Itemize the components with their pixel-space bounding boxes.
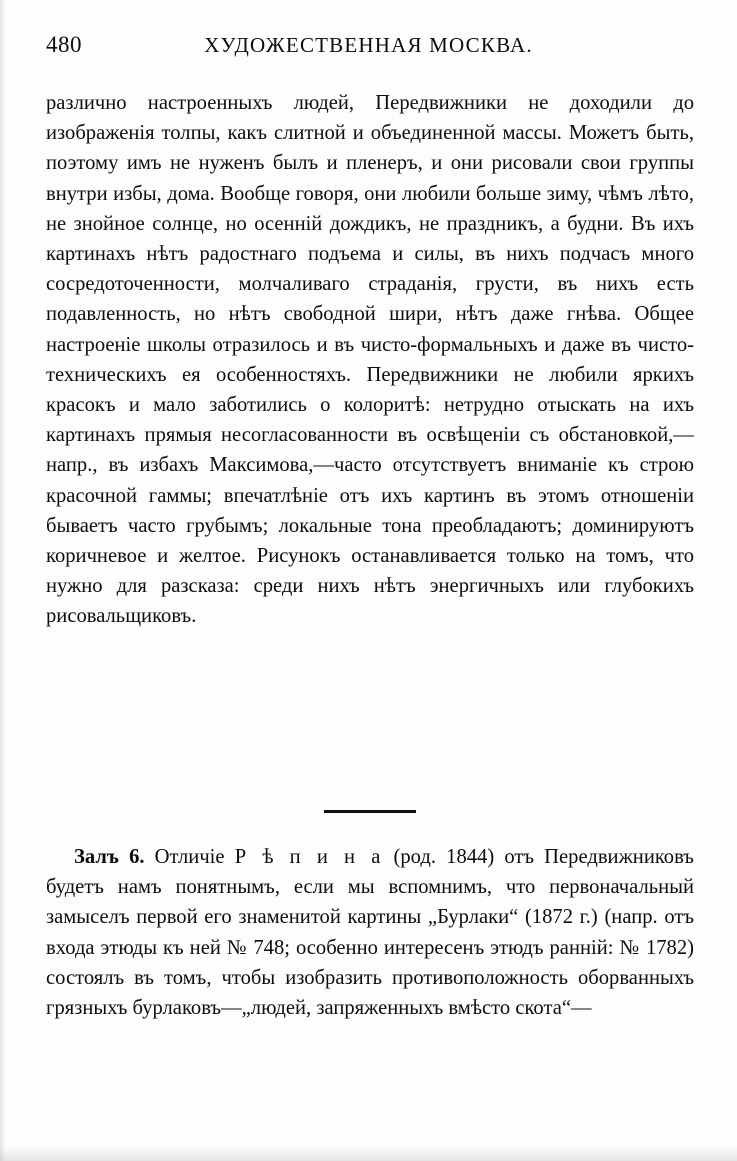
hall-rest: (род. 1844) отъ Передвижниковъ будетъ намъ понятнымъ, если мы вспомнимъ, что первоначальный замыселъ первой его знаменитой картины „Бурлаки“ (1872 г.) (напр. отъ входа этюды къ ней № 748; особенно интересенъ этюдъ ранній: № 1782) состоялъ въ томъ, чтобы изобразить противоположность оборванныхъ грязныхъ бурлаковъ—„людей, запряженныхъ вмѣсто скота“— (46, 846, 694, 1020)
hall-label: Залъ 6. (74, 846, 145, 868)
page-header (46, 32, 691, 62)
divider-rule (324, 810, 416, 813)
page-number: 480 (46, 32, 82, 57)
section-divider (46, 800, 694, 818)
running-title: ХУДОЖЕСТВЕННАЯ МОСКВА. (204, 33, 533, 57)
page-left-edge-shadow (0, 0, 6, 1161)
body-paragraph-hall (46, 842, 694, 1023)
paragraph-hall-text (46, 842, 694, 1023)
hall-lead: Отличіе (154, 846, 225, 868)
page-bottom-shadow (0, 1147, 737, 1161)
artist-name-spaced: Р ѣ п и н а (234, 846, 384, 868)
paragraph-text: различно настроенныхъ людей, Передвижники не доходили до изображенія толпы, какъ слитной и объединенной массы. Можетъ быть, поэтому имъ не нуженъ былъ и пленеръ, и они рисовали свои группы внутри избы, дома. Вообще говоря, они любили больше зиму, чѣмъ лѣто, не знойное солнце, но осенній дождикъ, не праздникъ, а будни. Въ ихъ картинахъ нѣтъ радостнаго подъема и силы, въ нихъ подчасъ много сосредоточенности, молчаливаго страданія, грусти, въ нихъ есть подавленность, но нѣтъ свободной шири, нѣтъ даже гнѣва. Общее настроеніе школы отразилось и въ чисто-формальныхъ и даже въ чисто-техническихъ ея особенностяхъ. Передвижники не любили яркихъ красокъ и мало заботились о колоритѣ: нетрудно отыскать на ихъ картинахъ прямыя несогласованности въ освѣщеніи съ обстановкой,—напр., въ избахъ Максимова,—часто отсутствуетъ вниманіе къ строю красочной гаммы; впечатлѣніе отъ ихъ картинъ въ этомъ отношеніи бываетъ часто грубымъ; локальные тона преобладаютъ; доминируютъ коричневое и желтое. Рисунокъ останавливается только на томъ, что нужно для разсказа: среди нихъ нѣтъ энергичныхъ или глубокихъ рисовальщиковъ. (46, 92, 694, 628)
body-paragraph-main (46, 88, 694, 632)
